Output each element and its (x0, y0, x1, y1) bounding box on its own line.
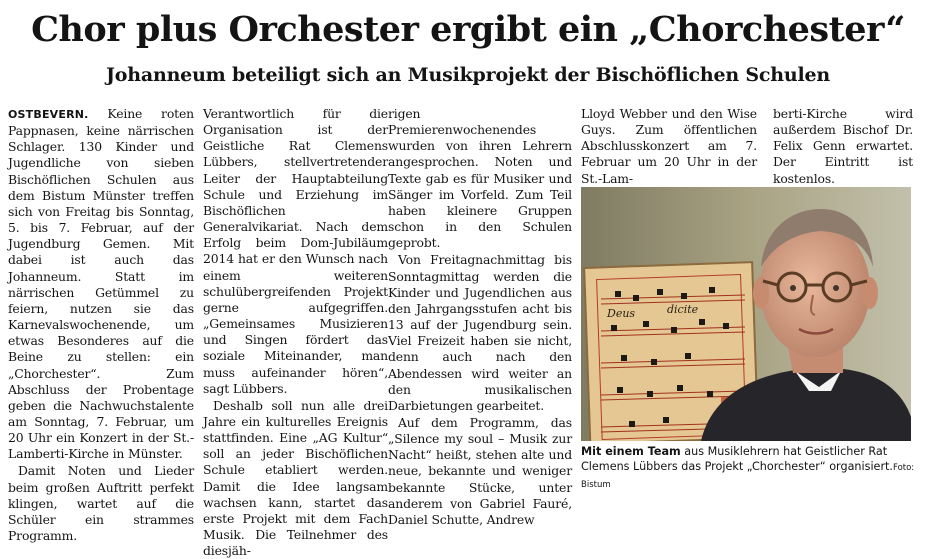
article-paragraph (8, 106, 194, 462)
caption-text: aus Musiklehrern hat Geistlicher Rat Clemens Lübbers das Projekt „Chorchester“ organisiert. (581, 445, 893, 473)
photo-credit: Foto: Bistum (581, 463, 915, 490)
portrait-photo (581, 187, 911, 441)
article-column-3 (388, 106, 572, 528)
article-paragraph: rigen Premierenwochenendes wurden von ihren Lehrern angesprochen. Noten und Texte gab es für Musiker und Sänger im Vorfeld. Zum Teil haben kleinere Gruppen schon in den Schulen geprobt. (388, 106, 572, 251)
article-column-2 (203, 106, 388, 559)
article-paragraph: berti-Kirche wird außerdem Bischof Dr. Felix Genn erwartet. Der Eintritt ist kostenlos. (773, 106, 913, 186)
subheadline: Johanneum beteiligt sich an Musikprojekt der Bischöflichen Schulen (105, 64, 831, 86)
article-paragraph: Damit Noten und Lieder beim großen Auftritt perfekt klingen, wartet auf die Schüler ein strammes Programm. (8, 463, 194, 544)
article-paragraph: Auf dem Programm, das „Silence my soul – Musik zur Nacht“ heißt, stehen alte und neue, bekannte und weniger bekannte Stücke, unter anderem von Gabriel Fauré, Daniel Schutte, Andrew (388, 414, 572, 527)
article-column-5 (773, 106, 913, 187)
article-column-4 (581, 106, 757, 187)
caption-lead: Mit einem Team (581, 445, 681, 458)
article-paragraph: Lloyd Webber und den Wise Guys. Zum öffentlichen Abschlusskonzert am 7. Februar um 20 Uhr in der St.-Lam- (581, 106, 757, 186)
manuscript-text: Deus (607, 307, 636, 320)
photo-caption (581, 444, 916, 493)
article-paragraph: Von Freitagnachmittag bis Sonntagmittag werden die Kinder und Jugendlichen aus den Jahrgangsstufen acht bis 13 auf der Jugendburg sein. Viel Freizeit haben sie nicht, denn auch nach den Abendessen wird weiter an den musikalischen Darbietungen gearbeitet. (388, 252, 572, 413)
paragraph-lead: Keine roten (88, 106, 194, 121)
article-column-1 (8, 106, 194, 544)
paragraph-text: Pappnasen, keine närrischen Schlager. 130 Kinder und Jugendliche von sieben Bischöflichen Schulen aus dem Bistum Münster treffen sich von Freitag bis Sonntag, 5. bis 7. Februar, auf der Jugendburg Gemen. Mit dabei ist auch das Johanneum. Statt im närrischen Getümmel zu feiern, nutzen sie das Karnevalswochenende, um etwas Besonderes auf die Beine zu stellen: ein „Chorchester“. Zum Abschluss der Probentage geben die Nachwuchstalente am Sonntag, 7. Februar, um 20 Uhr ein Konzert in der St.-Lamberti-Kirche in Münster. (8, 123, 194, 462)
article-paragraph: Verantwortlich für die Organisation ist der Geistliche Rat Clemens Lübbers, stellvertretender Leiter der Hauptabteilung Schule und Erziehung im Bischöflichen Generalvikariat. Nach dem Erfolg beim Dom-Jubiläum 2014 hat er den Wunsch nach einem weiteren schulübergreifenden Projekt gerne aufgegriffen. „Gemeinsames Musizieren und Singen fördert das soziale Miteinander, man muss aufeinander hören“, sagt Lübbers. (203, 106, 388, 396)
portrait-illustration (581, 187, 911, 441)
manuscript-text: dicite (667, 303, 699, 316)
article-paragraph: Deshalb soll nun alle drei Jahre ein kulturelles Ereignis stattfinden. Eine „AG Kultur“ soll an jeder Bischöflichen Schule etabliert werden. Damit die Idee langsam wachsen kann, startet das erste Projekt mit dem Fach Musik. Die Teilnehmer des diesjäh- (203, 397, 388, 559)
dateline: OSTBEVERN. (8, 108, 89, 121)
headline: Chor plus Orchester ergibt ein „Chorchester“ (31, 9, 905, 50)
